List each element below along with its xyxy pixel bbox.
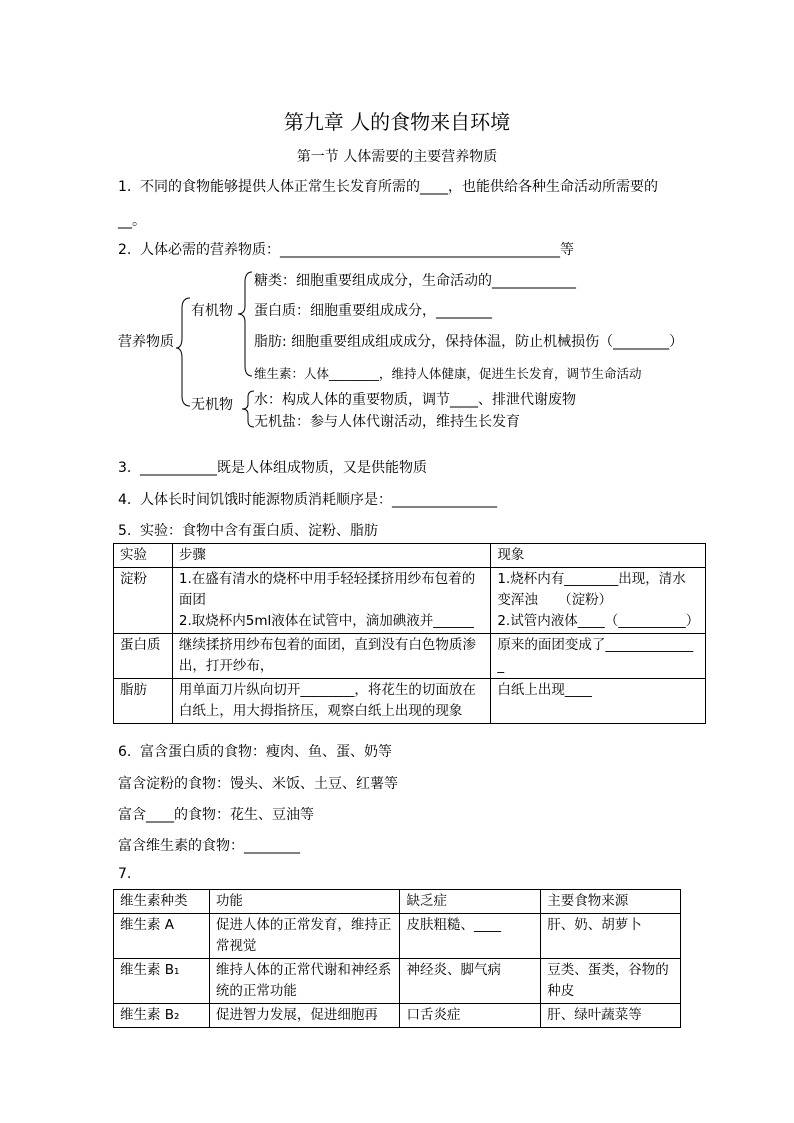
experiment-result: [491, 634, 706, 679]
step-line: 2.取烧杯内5ml液体在试管中，滴加碘液并______: [178, 613, 474, 629]
step-line: 1.在盛有清水的烧杯中用手轻轻揉挤用纱布包着的面团: [178, 571, 476, 608]
tree-item-water: 水：构成人体的重要物质，调节____、排泄代谢废物: [254, 392, 576, 408]
tree-item-protein: 蛋白质：细胞重要组成成分，________: [254, 303, 492, 319]
result-line: 原来的面团变成了______________: [497, 637, 694, 674]
tree-item-vitamin-text: 维生素：人体________，维持人体健康，促进生长发育，调节生命活动: [254, 366, 642, 381]
question-6-line-4: 富含维生素的食物：________: [118, 838, 300, 854]
experiment-result: [491, 679, 706, 724]
question-text: 人体长时间饥饿时能源物质消耗顺序是：_______________: [140, 492, 497, 508]
result-line: 1.烧杯内有________出现，清水变浑浊 （淀粉）: [497, 571, 686, 608]
tree-inorganic-label: 无机物: [191, 397, 233, 413]
header-cell: 主要食物来源: [541, 890, 681, 914]
question-6-line-3: 富含____的食物：花生、豆油等: [118, 807, 314, 823]
experiment-name: 淀粉: [114, 568, 173, 634]
header-cell: 现象: [491, 544, 706, 568]
table-cell: 肝、奶、胡萝卜: [541, 914, 681, 959]
result-line: 2.试管内液体____（__________）: [497, 613, 700, 629]
question-1: [118, 176, 658, 196]
experiment-steps: [172, 679, 490, 724]
tree-item-vitamin: [254, 364, 642, 382]
question-number: 1.: [118, 179, 132, 195]
question-5: [118, 520, 378, 540]
question-number: 7.: [118, 866, 132, 882]
step-line: 用单面刀片纵向切开________，将花生的切面放在白纸上，用大拇指挤压，观察白纸上出现的现象: [178, 682, 476, 719]
question-6-line-2: 富含淀粉的食物：馒头、米饭、土豆、红薯等: [118, 776, 398, 792]
question-3: [118, 457, 427, 477]
question-number: 6.: [118, 744, 132, 760]
question-text: ___________既是人体组成物质，又是供能物质: [140, 460, 427, 476]
step-line: 继续揉挤用纱布包着的面团，直到没有白色物质渗出，打开纱布，: [178, 637, 476, 674]
section-subtitle: 第一节 人体需要的主要营养物质: [296, 149, 498, 165]
header-cell: 维生素种类: [114, 890, 210, 914]
table-row: [114, 634, 706, 679]
question-number: 5.: [118, 523, 132, 539]
table-header-row: [114, 890, 681, 914]
experiment-result: [491, 568, 706, 634]
question-number: 3.: [118, 460, 132, 476]
table-cell: 口舌炎症: [400, 1004, 541, 1028]
tree-item-fat: 脂肪: 细胞重要组成组成成分，保持体温，防止机械损伤（________）: [254, 334, 684, 350]
tree-organic-label: 有机物: [191, 303, 233, 319]
table-cell: 维生素 B₂: [114, 1004, 210, 1028]
question-text: 人体必需的营养物质：________________________________________等: [140, 242, 574, 258]
question-number: 2.: [118, 242, 132, 258]
question-7: [118, 866, 140, 882]
table-row: [114, 679, 706, 724]
experiment-table: [113, 543, 706, 724]
vitamin-table: [113, 889, 681, 1028]
question-6: [118, 741, 392, 761]
page-title: 第九章 人的食物来自环境: [283, 110, 511, 134]
table-cell: 肝、绿叶蔬菜等: [541, 1004, 681, 1028]
experiment-name: 脂肪: [114, 679, 173, 724]
result-line: 白纸上出现____: [497, 682, 592, 698]
header-cell: 缺乏症: [400, 890, 541, 914]
bracket-root: [176, 296, 192, 416]
table-row: [114, 1004, 681, 1028]
header-cell: 实验: [114, 544, 173, 568]
question-text: 实验：食物中含有蛋白质、淀粉、脂肪: [140, 523, 378, 539]
question-4: [118, 489, 497, 509]
table-row: [114, 914, 681, 959]
bracket-organic: [238, 270, 254, 382]
experiment-steps: [172, 634, 490, 679]
table-cell: 豆类、蛋类，谷物的种皮: [541, 959, 681, 1004]
question-2: [118, 239, 574, 259]
table-cell: 神经炎、脚气病: [400, 959, 541, 1004]
question-number: 4.: [118, 492, 132, 508]
header-cell: 步骤: [172, 544, 490, 568]
header-cell: 功能: [209, 890, 400, 914]
table-row: [114, 959, 681, 1004]
tree-item-salt: 无机盐：参与人体代谢活动，维持生长发育: [254, 414, 520, 430]
question-text: 不同的食物能够提供人体正常生长发育所需的____，也能供给各种生命活动所需要的: [140, 179, 658, 195]
question-1-continuation: __。: [118, 213, 146, 229]
bracket-inorganic: [242, 389, 256, 431]
table-header-row: [114, 544, 706, 568]
table-cell: 维持人体的正常代谢和神经系统的正常功能: [209, 959, 400, 1004]
table-cell: 维生素 A: [114, 914, 210, 959]
tree-root-label: 营养物质: [118, 334, 174, 350]
experiment-steps: [172, 568, 490, 634]
table-cell: 皮肤粗糙、____: [400, 914, 541, 959]
table-cell: 维生素 B₁: [114, 959, 210, 1004]
experiment-name: 蛋白质: [114, 634, 173, 679]
question-text: 富含蛋白质的食物：瘦肉、鱼、蛋、奶等: [140, 744, 392, 760]
table-cell: 促进人体的正常发育，维持正常视觉: [209, 914, 400, 959]
table-row: [114, 568, 706, 634]
table-cell: 促进智力发展，促进细胞再: [209, 1004, 400, 1028]
tree-item-carbohydrate: 糖类：细胞重要组成成分，生命活动的____________: [254, 273, 576, 289]
